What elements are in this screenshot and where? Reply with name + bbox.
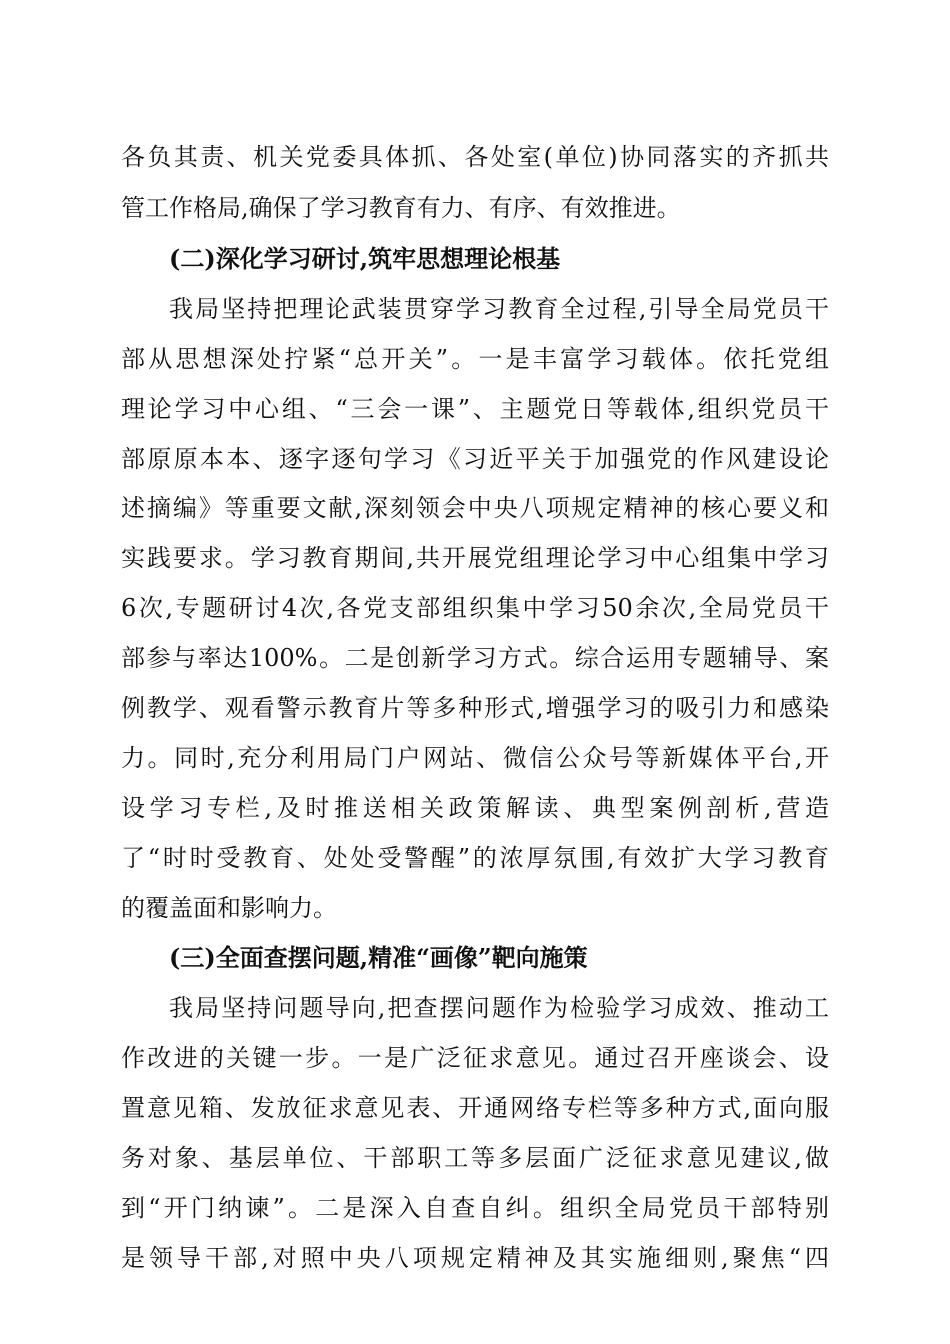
section-heading-3: (三)全面查摆问题,精准“画像”靶向施策 <box>169 943 588 972</box>
paragraph-2-line: 部原原本本、逐字逐句学习《习近平关于加强党的作风建设论 <box>121 445 829 473</box>
paragraph-3-line: 是领导干部,对照中央八项规定精神及其实施细则,聚焦“四 <box>121 1244 829 1272</box>
paragraph-2-line: 部参与率达100%。二是创新学习方式。综合运用专题辅导、案 <box>121 644 829 672</box>
paragraph-1-line: 各负其责、机关党委具体抓、各处室(单位)协同落实的齐抓共 <box>121 143 829 171</box>
paragraph-2-line: 设学习专栏,及时推送相关政策解读、典型案例剖析,营造 <box>121 794 829 822</box>
paragraph-1-line: 管工作格局,确保了学习教育有力、有序、有效推进。 <box>121 194 681 222</box>
paragraph-2-line: 实践要求。学习教育期间,共开展党组理论学习中心组集中学习 <box>121 544 829 572</box>
paragraph-2-line: 例教学、观看警示教育片等多种形式,增强学习的吸引力和感染 <box>121 694 829 722</box>
paragraph-3-line: 置意见箱、发放征求意见表、开通网络专栏等多种方式,面向服 <box>121 1094 829 1122</box>
paragraph-2-line: 力。同时,充分利用局门户网站、微信公众号等新媒体平台,开 <box>121 744 829 772</box>
paragraph-2-line: 我局坚持把理论武装贯穿学习教育全过程,引导全局党员干 <box>169 295 829 323</box>
paragraph-3-line: 作改进的关键一步。一是广泛征求意见。通过召开座谈会、设 <box>121 1044 829 1072</box>
paragraph-3-line: 我局坚持问题导向,把查摆问题作为检验学习成效、推动工 <box>169 994 829 1022</box>
paragraph-2-line: 部从思想深处拧紧“总开关”。一是丰富学习载体。依托党组 <box>121 345 829 373</box>
paragraph-3-line: 到“开门纳谏”。二是深入自查自纠。组织全局党员干部特别 <box>121 1194 829 1222</box>
paragraph-2-line: 的覆盖面和影响力。 <box>121 894 337 922</box>
paragraph-2-line: 6次,专题研讨4次,各党支部组织集中学习50余次,全局党员干 <box>121 594 829 622</box>
paragraph-3-line: 务对象、基层单位、干部职工等多层面广泛征求意见建议,做 <box>121 1144 829 1172</box>
section-heading-2: (二)深化学习研讨,筑牢思想理论根基 <box>169 244 561 273</box>
paragraph-2-line: 了“时时受教育、处处受警醒”的浓厚氛围,有效扩大学习教育 <box>121 844 829 872</box>
paragraph-2-line: 理论学习中心组、“三会一课”、主题党日等载体,组织党员干 <box>121 395 829 423</box>
paragraph-2-line: 述摘编》等重要文献,深刻领会中央八项规定精神的核心要义和 <box>121 494 829 522</box>
